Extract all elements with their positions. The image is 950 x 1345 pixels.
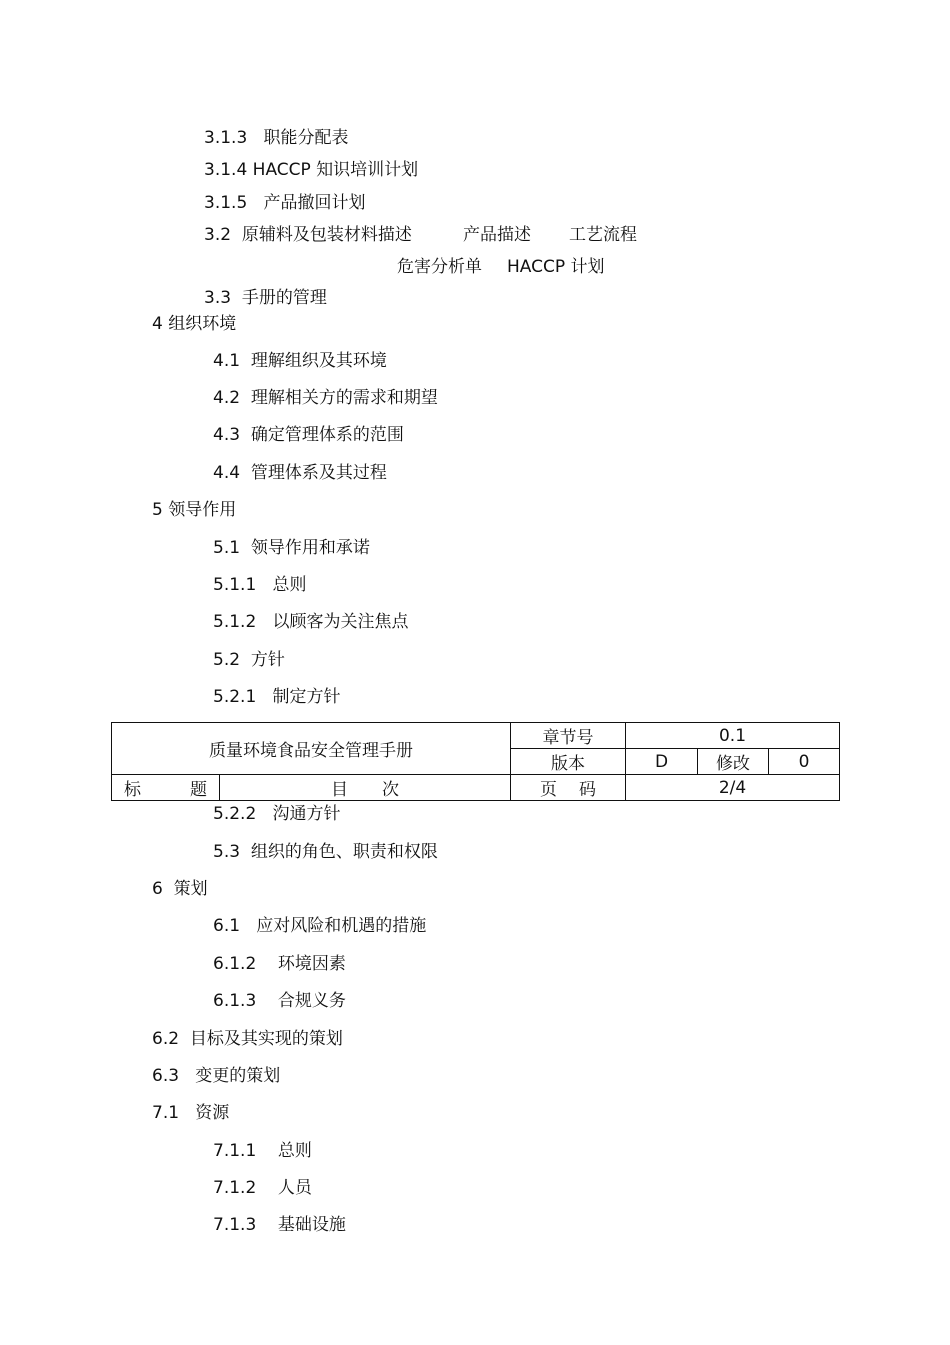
toc-num: 3.1.4 xyxy=(204,160,248,180)
toc-num: 7.1 xyxy=(152,1103,180,1123)
toc-num: 4.2 xyxy=(213,388,241,408)
toc-title: 手册的管理 xyxy=(241,288,327,308)
toc-title: 组织的角色、职责和权限 xyxy=(250,842,438,862)
toc-entry xyxy=(213,804,340,824)
toc-title: HACCP 知识培训计划 xyxy=(252,160,419,180)
version-label: 版本 xyxy=(511,749,626,775)
chapter-value: 0.1 xyxy=(626,723,840,749)
toc-title: 沟通方针 xyxy=(272,804,341,824)
toc-num: 4.1 xyxy=(213,351,241,371)
toc-entry xyxy=(213,954,346,974)
toc-num: 3.2 xyxy=(204,225,232,245)
content-label-1: 目 xyxy=(331,780,348,800)
toc-entry xyxy=(152,1103,229,1123)
toc-title: 方针 xyxy=(250,650,285,670)
toc-title: 目标及其实现的策划 xyxy=(189,1029,343,1049)
revision-label: 修改 xyxy=(698,749,769,775)
toc-title: 理解相关方的需求和期望 xyxy=(250,388,438,408)
toc-num: 5 xyxy=(152,500,163,520)
page-value: 2/4 xyxy=(626,775,840,801)
title-label-cell xyxy=(112,775,220,801)
toc-num: 5.1.2 xyxy=(213,612,257,632)
toc-num: 5.2.1 xyxy=(213,687,257,707)
toc-title: 组织环境 xyxy=(168,314,237,334)
toc-title: 领导作用和承诺 xyxy=(250,538,370,558)
toc-num: 5.2 xyxy=(213,650,241,670)
toc-title: 合规义务 xyxy=(277,991,346,1011)
toc-title: 职能分配表 xyxy=(263,128,349,148)
toc-title: 管理体系及其过程 xyxy=(250,463,387,483)
toc-num: 5.1 xyxy=(213,538,241,558)
toc-num: 4 xyxy=(152,314,163,334)
toc-num: 3.1.5 xyxy=(204,193,248,213)
toc-entry xyxy=(213,425,404,445)
toc-entry xyxy=(213,1141,312,1161)
toc-title: 产品撤回计划 xyxy=(263,193,366,213)
toc-entry xyxy=(213,351,387,371)
toc-title: 策划 xyxy=(173,879,208,899)
toc-extra: HACCP 计划 xyxy=(507,257,605,277)
toc-entry xyxy=(213,991,346,1011)
page-label-2: 码 xyxy=(579,780,596,800)
toc-num: 3.1.3 xyxy=(204,128,248,148)
toc-title: 资源 xyxy=(195,1103,230,1123)
toc-title: 领导作用 xyxy=(168,500,237,520)
toc-num: 6.1.3 xyxy=(213,991,257,1011)
title-label-2: 题 xyxy=(190,780,207,800)
toc-num: 6.3 xyxy=(152,1066,180,1086)
toc-title: 确定管理体系的范围 xyxy=(250,425,404,445)
document-header-table xyxy=(111,722,840,801)
toc-entry xyxy=(213,538,370,558)
content-label-2: 次 xyxy=(382,780,399,800)
toc-num: 6.1.2 xyxy=(213,954,257,974)
toc-title: 以顾客为关注焦点 xyxy=(272,612,409,632)
toc-entry xyxy=(213,687,340,707)
manual-title: 质量环境食品安全管理手册 xyxy=(112,723,511,775)
toc-entry xyxy=(213,1178,312,1198)
toc-num: 7.1.1 xyxy=(213,1141,257,1161)
toc-title: 变更的策划 xyxy=(195,1066,281,1086)
toc-num: 7.1.2 xyxy=(213,1178,257,1198)
toc-entry xyxy=(204,225,412,245)
toc-title: 总则 xyxy=(277,1141,312,1161)
toc-title: 理解组织及其环境 xyxy=(250,351,387,371)
toc-entry xyxy=(213,1215,346,1235)
toc-entry xyxy=(204,128,348,148)
toc-num: 5.2.2 xyxy=(213,804,257,824)
toc-entry xyxy=(213,575,306,595)
toc-num: 3.3 xyxy=(204,288,232,308)
toc-title: 制定方针 xyxy=(272,687,341,707)
toc-title: 总则 xyxy=(272,575,307,595)
toc-title: 原辅料及包装材料描述 xyxy=(241,225,412,245)
title-label-1: 标 xyxy=(124,780,141,800)
page-label-cell xyxy=(511,775,626,801)
revision-value: 0 xyxy=(769,749,840,775)
toc-num: 6.2 xyxy=(152,1029,180,1049)
content-label-cell xyxy=(220,775,511,801)
toc-title: 人员 xyxy=(277,1178,312,1198)
toc-entry xyxy=(152,500,236,520)
toc-entry xyxy=(213,388,438,408)
toc-entry xyxy=(213,916,426,936)
toc-num: 5.3 xyxy=(213,842,241,862)
toc-num: 6.1 xyxy=(213,916,241,936)
toc-entry xyxy=(152,1066,280,1086)
toc-title: 环境因素 xyxy=(277,954,346,974)
toc-title: 基础设施 xyxy=(277,1215,346,1235)
toc-extra: 危害分析单 xyxy=(397,257,482,277)
version-value: D xyxy=(626,749,698,775)
toc-entry xyxy=(213,463,387,483)
toc-entry xyxy=(213,842,438,862)
toc-entry xyxy=(204,288,327,308)
toc-extra: 工艺流程 xyxy=(569,225,637,245)
toc-num: 7.1.3 xyxy=(213,1215,257,1235)
toc-entry xyxy=(204,193,365,213)
toc-entry xyxy=(204,160,418,180)
toc-num: 5.1.1 xyxy=(213,575,257,595)
toc-num: 4.4 xyxy=(213,463,241,483)
toc-num: 6 xyxy=(152,879,163,899)
toc-entry xyxy=(152,879,208,899)
toc-entry xyxy=(213,650,285,670)
toc-entry xyxy=(152,1029,343,1049)
page-label-1: 页 xyxy=(540,780,557,800)
toc-extra: 产品描述 xyxy=(463,225,531,245)
toc-entry xyxy=(213,612,408,632)
toc-entry xyxy=(152,314,236,334)
toc-num: 4.3 xyxy=(213,425,241,445)
toc-title: 应对风险和机遇的措施 xyxy=(256,916,427,936)
chapter-label: 章节号 xyxy=(511,723,626,749)
